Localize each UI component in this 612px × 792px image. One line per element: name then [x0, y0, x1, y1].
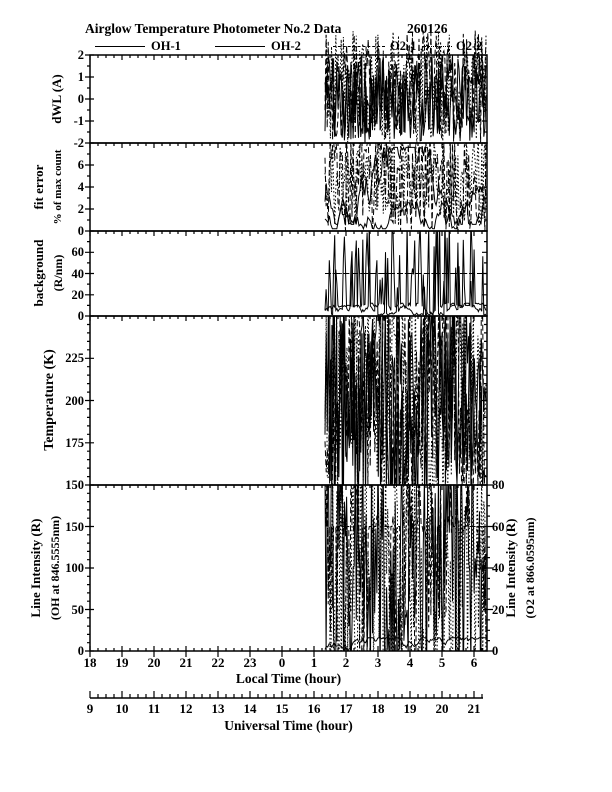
- ylabel-dwl: dWL (A): [49, 74, 64, 124]
- x-tick-local-0: 0: [278, 655, 286, 670]
- chart-title: Airglow Temperature Photometer No.2 Data: [85, 21, 342, 36]
- y-tick-right-line-intensity-20: 20: [492, 602, 505, 617]
- x-tick-local-23: 23: [243, 655, 257, 670]
- y-tick-fit-error-0: 0: [77, 224, 84, 238]
- y-tick-dwl--1: -1: [73, 114, 84, 128]
- y-tick-line-intensity-50: 50: [71, 602, 84, 617]
- legend-line-oh1: [95, 46, 145, 47]
- x-tick-ut-15: 15: [275, 701, 289, 716]
- legend-label-o22: O2-2: [456, 39, 483, 53]
- x-tick-ut-11: 11: [147, 701, 161, 716]
- ylabel-background-units: (R/nm): [51, 254, 65, 292]
- y-tick-background-0: 0: [77, 309, 84, 323]
- x-tick-local-4: 4: [406, 655, 414, 670]
- x-tick-ut-17: 17: [339, 701, 353, 716]
- legend-line-o22: [422, 46, 452, 47]
- x-tick-local-5: 5: [438, 655, 446, 670]
- x-tick-ut-19: 19: [403, 701, 417, 716]
- x-tick-ut-10: 10: [115, 701, 129, 716]
- y-tick-dwl-1: 1: [77, 70, 84, 84]
- ylabel-intensity-oh-wavelength: (OH at 846.5555nm): [48, 515, 62, 621]
- y-tick-fit-error-2: 2: [77, 202, 84, 216]
- x-tick-ut-20: 20: [435, 701, 449, 716]
- ylabel-intensity-o2: Line Intensity (R): [503, 518, 518, 618]
- y-tick-background-40: 40: [71, 266, 84, 281]
- y-tick-right-line-intensity-80: 80: [492, 478, 505, 492]
- y-tick-background-60: 60: [71, 245, 84, 260]
- x-tick-local-2: 2: [342, 655, 350, 670]
- x-tick-ut-13: 13: [211, 701, 225, 716]
- y-tick-temperature-200: 200: [65, 393, 84, 408]
- x-tick-local-19: 19: [115, 655, 129, 670]
- ylabel-intensity-oh: Line Intensity (R): [28, 518, 43, 618]
- y-tick-right-line-intensity-60: 60: [492, 519, 505, 534]
- x-tick-ut-16: 16: [307, 701, 321, 716]
- x-tick-local-18: 18: [83, 655, 97, 670]
- y-tick-dwl-0: 0: [77, 92, 84, 106]
- y-tick-line-intensity-0: 0: [77, 644, 84, 658]
- x-tick-local-6: 6: [470, 655, 478, 670]
- y-tick-fit-error-4: 4: [77, 180, 84, 194]
- y-tick-dwl-2: 2: [77, 48, 84, 62]
- y-tick-background-20: 20: [71, 287, 84, 302]
- y-tick-dwl--2: -2: [73, 136, 84, 150]
- y-tick-right-line-intensity-40: 40: [492, 561, 505, 575]
- legend-label-o21: O2-1: [390, 39, 417, 53]
- x-tick-ut-14: 14: [243, 701, 257, 716]
- universal-time-axis-title: Universal Time (hour): [224, 718, 353, 733]
- x-tick-local-1: 1: [310, 655, 318, 670]
- x-tick-local-21: 21: [179, 655, 193, 670]
- legend-line-o21: [333, 46, 385, 47]
- y-tick-temperature-175: 175: [65, 435, 84, 450]
- y-tick-temperature-225: 225: [65, 351, 84, 366]
- x-tick-local-3: 3: [374, 655, 382, 670]
- ylabel-fit-error-units: % of max count: [52, 149, 64, 225]
- ylabel-background: background: [31, 239, 46, 307]
- legend-label-oh2: OH-2: [271, 39, 301, 53]
- x-tick-local-22: 22: [211, 655, 225, 670]
- legend-label-oh1: OH-1: [151, 39, 181, 53]
- ylabel-intensity-o2-wavelength: (O2 at 866.0595nm): [523, 517, 537, 619]
- y-tick-line-intensity-150: 150: [65, 519, 84, 534]
- y-tick-fit-error-6: 6: [77, 158, 84, 172]
- x-tick-local-20: 20: [147, 655, 161, 670]
- x-tick-ut-18: 18: [371, 701, 385, 716]
- ylabel-fit-error: fit error: [31, 164, 46, 210]
- x-tick-ut-21: 21: [467, 701, 481, 716]
- chart-date-code: 260126: [407, 21, 448, 36]
- y-tick-line-intensity-100: 100: [65, 561, 84, 575]
- legend-line-oh2: [215, 46, 265, 47]
- y-tick-temperature-150: 150: [65, 478, 84, 492]
- ylabel-temperature: Temperature (K): [42, 349, 57, 451]
- x-tick-ut-9: 9: [86, 701, 94, 716]
- x-tick-ut-12: 12: [179, 701, 193, 716]
- local-time-axis-title: Local Time (hour): [235, 671, 342, 686]
- y-tick-right-line-intensity-0: 0: [492, 644, 499, 658]
